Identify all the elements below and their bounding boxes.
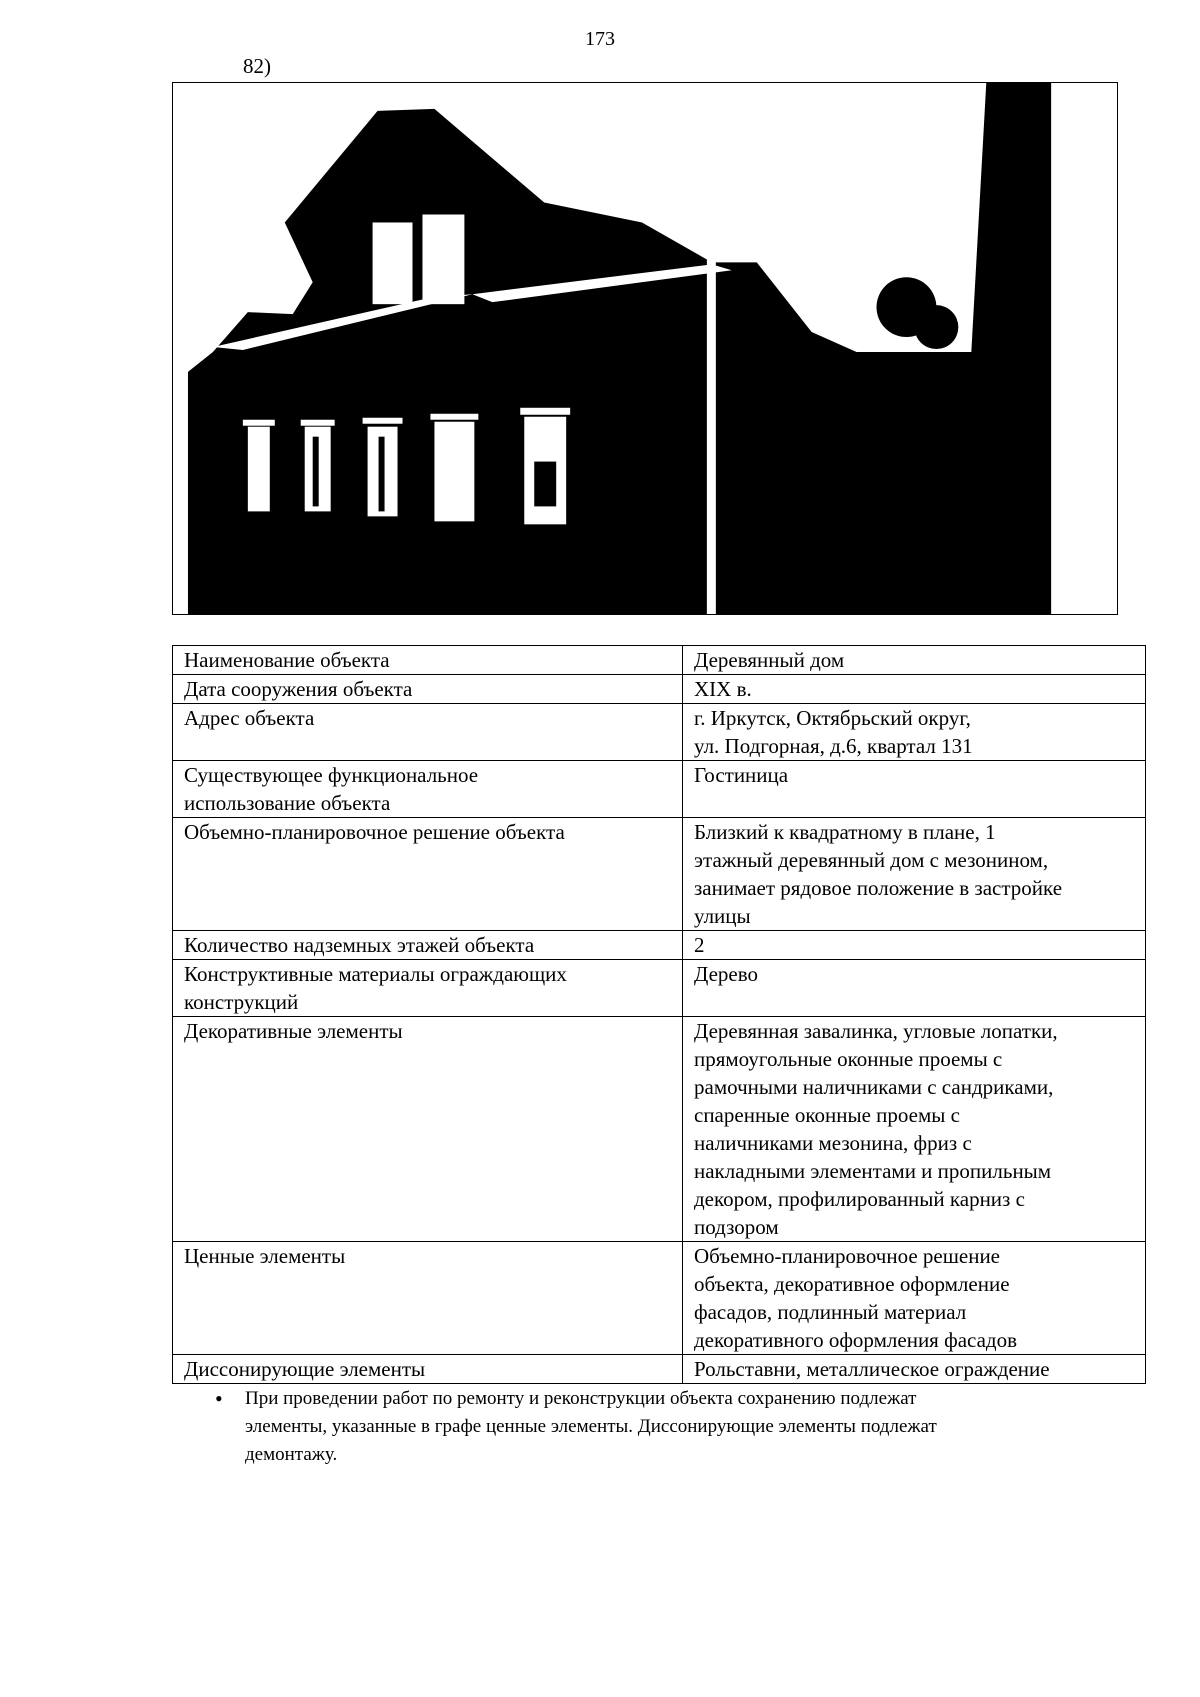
building-photo (172, 82, 1118, 615)
row-value: Деревянная завалинка, угловые лопатки, прямоугольные оконные проемы с рамочными наличниками с сандриками, спаренные оконные проемы с наличниками мезонина, фриз с накладными элементами и пропильным декором, профилированный карниз с подзором (683, 1017, 1146, 1242)
table-row (173, 761, 1146, 818)
preservation-note (215, 1385, 1085, 1469)
row-label: Диссонирующие элементы (173, 1355, 683, 1384)
table-row (173, 1017, 1146, 1242)
row-label: Дата сооружения объекта (173, 675, 683, 704)
photo-index: 82) (243, 54, 271, 78)
row-value: XIX в. (683, 675, 1146, 704)
row-label: Объемно-планировочное решение объекта (173, 818, 683, 931)
table-row (173, 1355, 1146, 1384)
row-label: Конструктивные материалы ограждающих конструкций (173, 960, 683, 1017)
table-row (173, 646, 1146, 675)
row-value: 2 (683, 931, 1146, 960)
row-value: Деревянный дом (683, 646, 1146, 675)
object-info-table (172, 645, 1146, 1384)
table-row (173, 704, 1146, 761)
row-label: Существующее функциональное использование объекта (173, 761, 683, 818)
row-label: Количество надземных этажей объекта (173, 931, 683, 960)
row-value: Гостиница (683, 761, 1146, 818)
row-value: Близкий к квадратному в плане, 1 этажный деревянный дом с мезонином, занимает рядовое положение в застройке улицы (683, 818, 1146, 931)
table-row (173, 1242, 1146, 1355)
note-text: При проведении работ по ремонту и реконструкции объекта сохранению подлежат элементы, указанные в графе ценные элементы. Диссонирующие элементы подлежат демонтажу. (245, 1388, 937, 1465)
row-label: Наименование объекта (173, 646, 683, 675)
table-row (173, 675, 1146, 704)
table-row (173, 960, 1146, 1017)
row-label: Декоративные элементы (173, 1017, 683, 1242)
table-row (173, 818, 1146, 931)
page-number: 173 (585, 28, 615, 50)
row-value: Дерево (683, 960, 1146, 1017)
row-value: Рольставни, металлическое ограждение (683, 1355, 1146, 1384)
row-value: Объемно-планировочное решение объекта, декоративное оформление фасадов, подлинный материал декоративного оформления фасадов (683, 1242, 1146, 1355)
bullet-icon: • (215, 1386, 223, 1411)
row-label: Ценные элементы (173, 1242, 683, 1355)
table-row (173, 931, 1146, 960)
house-silhouette (173, 83, 1117, 614)
row-label: Адрес объекта (173, 704, 683, 761)
row-value: г. Иркутск, Октябрьский округ, ул. Подгорная, д.6, квартал 131 (683, 704, 1146, 761)
